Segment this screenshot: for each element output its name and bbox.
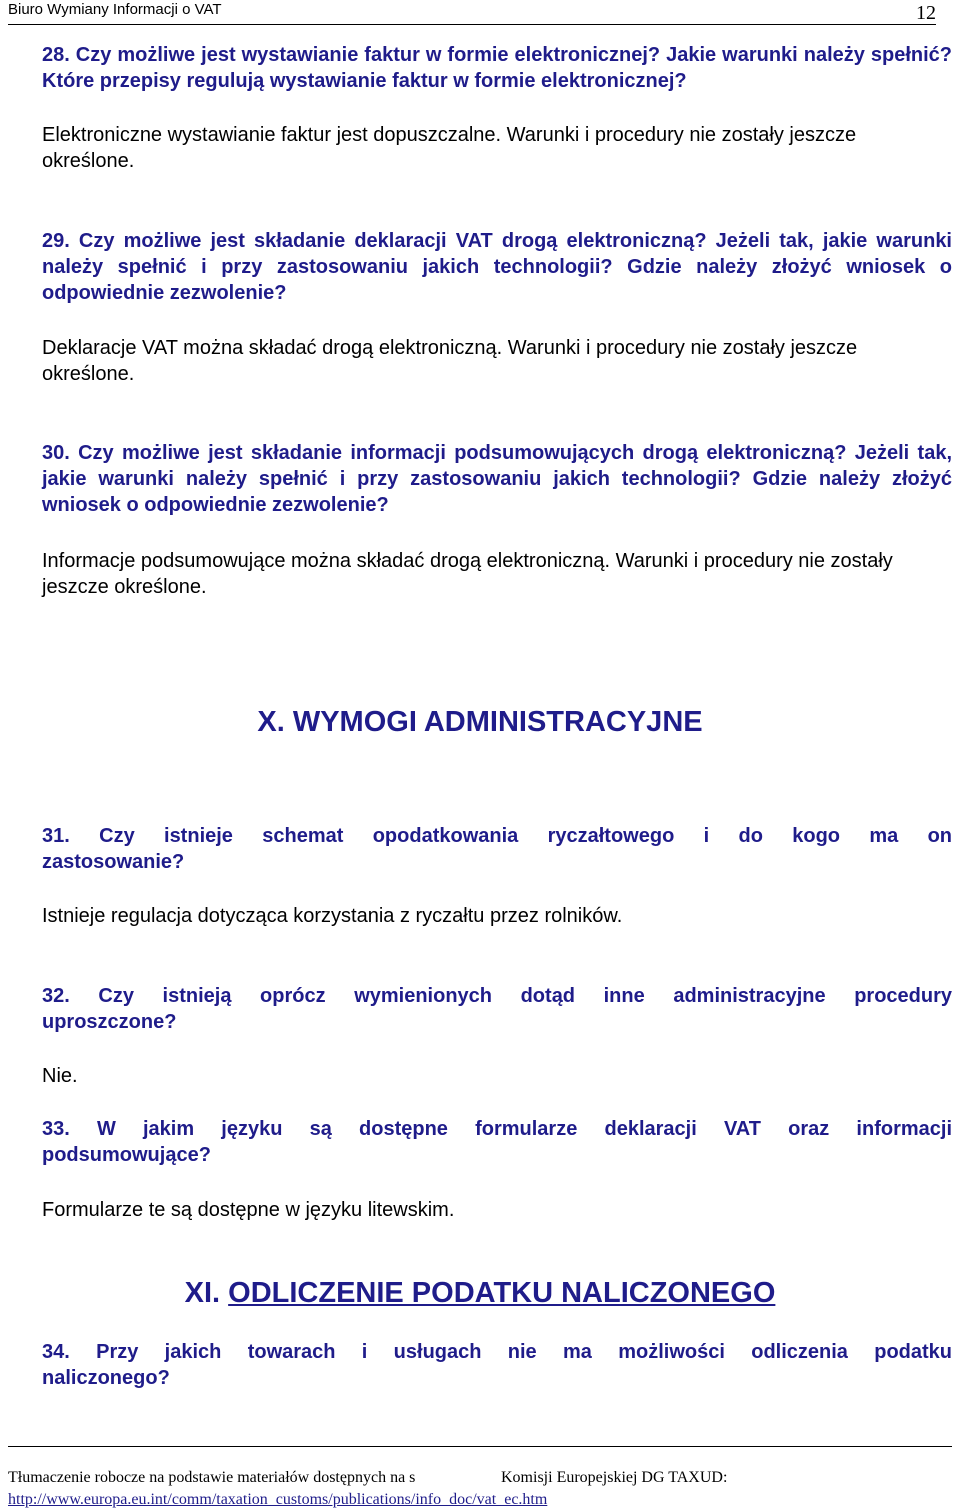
answer-32: Nie. xyxy=(42,1065,78,1087)
answer-30: Informacje podsumowujące można składać drogą elektroniczną. Warunki i procedury nie zostały jeszcze określone. xyxy=(42,550,893,598)
question-29: 29. Czy możliwe jest składanie deklaracji VAT drogą elektroniczną? Jeżeli tak, jakie warunki należy spełnić i przy zastosowaniu jakich technologii? Gdzie należy złożyć wniosek o odpowiednie zezwolenie? xyxy=(42,230,952,304)
answer-33: Formularze te są dostępne w języku litewskim. xyxy=(42,1199,455,1221)
page-footer xyxy=(8,1446,952,1508)
answer-29: Deklaracje VAT można składać drogą elektroniczną. Warunki i procedury nie zostały jeszcze określone. xyxy=(42,337,858,385)
footer-text-left: Tłumaczenie robocze na podstawie materiałów dostępnych na s xyxy=(8,1469,416,1486)
question-32-line1: 32. Czy istnieją oprócz wymienionych dotąd inne administracyjne procedury xyxy=(42,985,952,1007)
section-xi-heading xyxy=(0,1276,960,1310)
question-32-line2: uproszczone? xyxy=(42,1011,177,1033)
header-title: Biuro Wymiany Informacji o VAT xyxy=(8,1,222,18)
question-34-line2: naliczonego? xyxy=(42,1367,170,1389)
footer-link[interactable]: http://www.europa.eu.int/comm/taxation_customs/publications/info_doc/vat_ec.htm xyxy=(8,1491,548,1508)
footer-text-right: Komisji Europejskiej DG TAXUD: xyxy=(501,1469,728,1486)
answer-31: Istnieje regulacja dotycząca korzystania z ryczałtu przez rolników. xyxy=(42,905,623,927)
question-31-line1: 31. Czy istnieje schemat opodatkowania ryczałtowego i do kogo ma on xyxy=(42,825,952,847)
footer-source-line xyxy=(8,1467,928,1489)
answer-28: Elektroniczne wystawianie faktur jest dopuszczalne. Warunki i procedury nie zostały jeszcze określone. xyxy=(42,124,857,172)
page-number: 12 xyxy=(916,2,936,24)
question-34-line1: 34. Przy jakich towarach i usługach nie ma możliwości odliczenia podatku xyxy=(42,1341,952,1363)
question-33-line1: 33. W jakim języku są dostępne formularze deklaracji VAT oraz informacji xyxy=(42,1118,952,1140)
page-header xyxy=(8,0,936,25)
question-28: 28. Czy możliwe jest wystawianie faktur w formie elektronicznej? Jakie warunki należy spełnić? Które przepisy regulują wystawianie faktur w formie elektronicznej? xyxy=(42,44,952,92)
section-xi-title: ODLICZENIE PODATKU NALICZONEGO xyxy=(228,1277,776,1309)
question-30: 30. Czy możliwe jest składanie informacji podsumowujących drogą elektroniczną? Jeżeli tak, jakie warunki należy spełnić i przy zastosowaniu jakich technologii? Gdzie należy złożyć wniosek o odpowiednie zezwolenie? xyxy=(42,442,952,516)
section-x-title: X. WYMOGI ADMINISTRACYJNE xyxy=(257,706,703,738)
question-33-line2: podsumowujące? xyxy=(42,1144,211,1166)
section-xi-prefix: XI. xyxy=(184,1277,221,1309)
question-31-line2: zastosowanie? xyxy=(42,851,185,873)
